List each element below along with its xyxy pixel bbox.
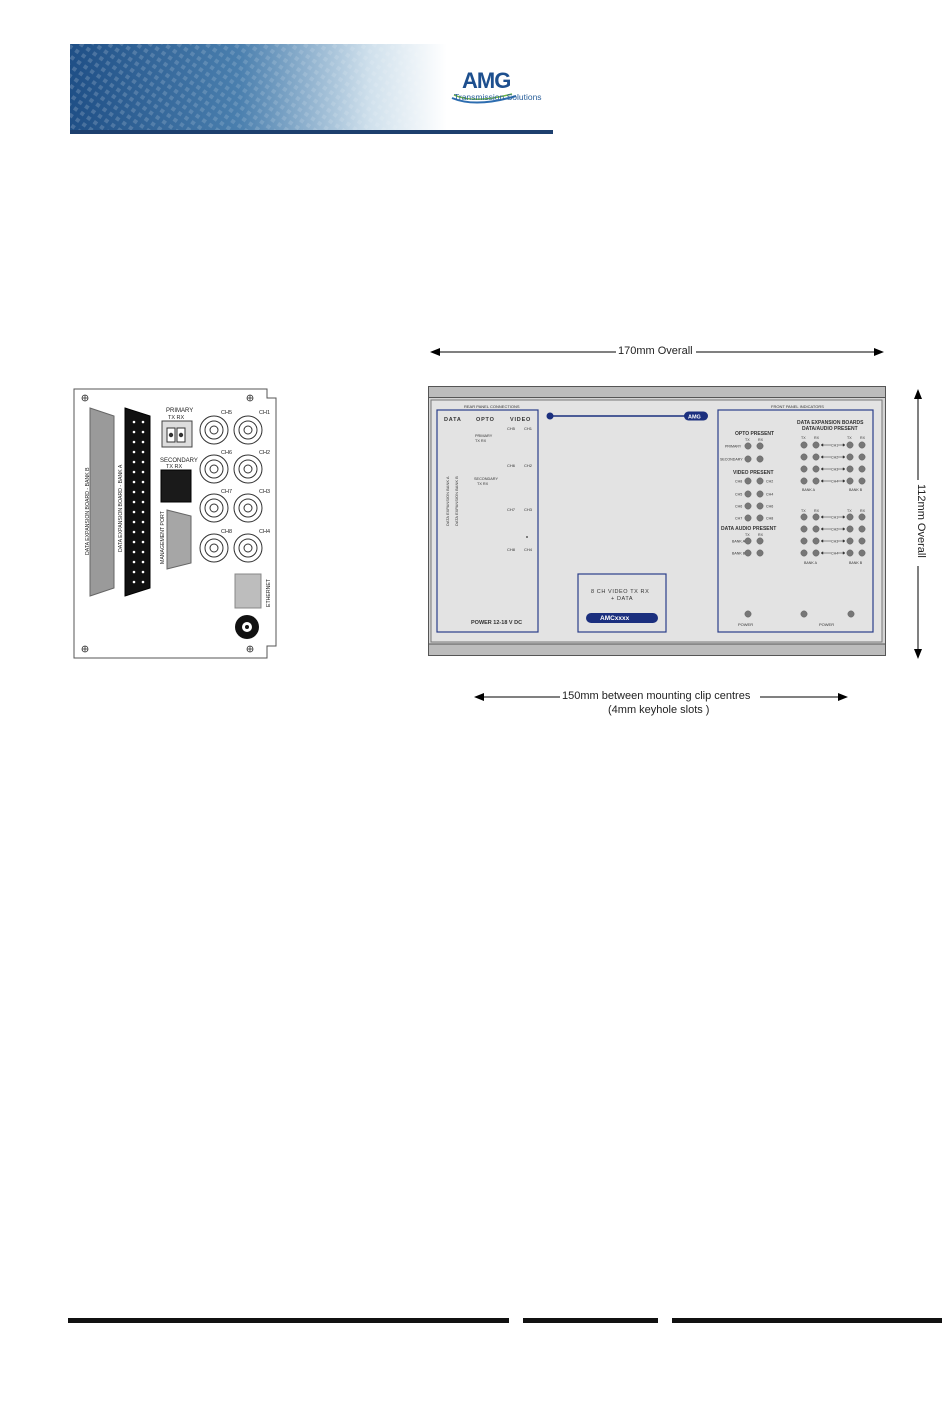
exp-boards-title-2: DATA/AUDIO PRESENT: [802, 426, 858, 432]
power-input-label: POWER 12-18 V DC: [471, 620, 523, 626]
vp-left-1: CH8: [735, 479, 743, 484]
secondary-txrx: TX RX: [166, 464, 183, 470]
dap-rx: RX: [758, 533, 763, 537]
video-ch2: CH2: [524, 463, 533, 468]
ch7-label: CH7: [221, 489, 233, 495]
exp-boards-title-1: DATA EXPANSION BOARDS: [797, 420, 864, 426]
amg-logo: [446, 68, 546, 108]
exp2-a-tx: TX: [801, 509, 806, 513]
management-port: [167, 510, 191, 569]
exp2-b-tx: TX: [847, 509, 852, 513]
ch4-label: CH4: [259, 529, 271, 535]
front-panel-diagram: [428, 386, 886, 656]
footer-rule-middle: [523, 1318, 658, 1323]
col-data-label: DATA: [444, 417, 462, 423]
exp-ch2: CH2: [831, 455, 839, 460]
vp-right-3: CH6: [766, 504, 774, 509]
exp2-ch2: CH2: [831, 527, 839, 532]
width-label: 170mm Overall: [618, 345, 693, 357]
opto-secondary-label: SECONDARY: [474, 477, 498, 481]
vp-left-3: CH6: [735, 504, 743, 509]
secondary-opto-connector: [161, 470, 191, 502]
rear-panel-diagram: [73, 388, 285, 660]
bank-b-label: DATA EXPANSION BOARD - BANK B: [85, 467, 91, 555]
ind-rx: RX: [758, 438, 763, 442]
exp-ch4: CH4: [831, 479, 839, 484]
product-line-1: 8 CH VIDEO TX RX: [591, 589, 650, 595]
exp2-ch4: CH4: [831, 551, 839, 556]
col-video-label: VIDEO: [510, 417, 532, 423]
height-label: 112mm Overall: [915, 484, 927, 558]
video-ch7: CH7: [507, 507, 516, 512]
vp-right-1: CH2: [766, 479, 774, 484]
logo-tagline: Transmission Solutions: [454, 92, 542, 102]
exp-b-rx: RX: [860, 436, 865, 440]
bank-a-label: DATA EXPANSION BOARD - BANK A: [118, 464, 124, 552]
clip-dimension: [472, 688, 850, 722]
width-dimension: [428, 342, 886, 362]
logo-text: AMG: [462, 68, 511, 93]
ind-tx: TX: [745, 438, 750, 442]
exp-ch3: CH3: [831, 467, 839, 472]
exp-a-tx: TX: [801, 436, 806, 440]
dap-tx: TX: [745, 533, 750, 537]
exp-b-tx: TX: [847, 436, 852, 440]
exp-a-rx: RX: [814, 436, 819, 440]
footer-rule-left: [68, 1318, 509, 1323]
ch1-label: CH1: [259, 410, 271, 416]
bank-a-connector: [125, 408, 150, 596]
dap-bank-a: BANK A: [732, 539, 745, 544]
opto-primary-txrx: TX RX: [475, 439, 487, 443]
video-present-label: VIDEO PRESENT: [733, 470, 774, 476]
mgmt-port-label: MANAGEMENT PORT: [160, 511, 166, 564]
ind-secondary: SECONDARY: [720, 457, 743, 462]
ch2-label: CH2: [259, 450, 271, 456]
opto-secondary-txrx: TX RX: [477, 482, 489, 486]
power-led-right-label: POWER: [819, 622, 835, 627]
product-line-2: + DATA: [611, 596, 634, 602]
ch8-label: CH8: [221, 529, 233, 535]
keyhole-label: (4mm keyhole slots ): [608, 704, 710, 716]
secondary-label: SECONDARY: [160, 458, 198, 464]
exp2-ch1: CH1: [831, 515, 839, 520]
exp-ch1: CH1: [831, 443, 839, 448]
ethernet-port: [235, 574, 261, 608]
model-text: AMCxxxx: [600, 615, 630, 622]
ind-primary: PRIMARY: [725, 444, 742, 449]
product-label-box: [578, 574, 666, 632]
bank-b-connector: [90, 408, 114, 596]
ethernet-label: ETHERNET: [266, 579, 272, 607]
exp2-a-rx: RX: [814, 509, 819, 513]
video-ch4: CH4: [524, 547, 533, 552]
indicators-title: FRONT PANEL INDICATORS: [771, 404, 824, 409]
video-ch3: CH3: [524, 507, 533, 512]
brand-tag-text: AMG: [688, 414, 701, 421]
vp-right-2: CH4: [766, 492, 774, 497]
height-dimension: [908, 388, 928, 660]
primary-txrx: TX RX: [168, 415, 185, 421]
video-ch1: CH1: [524, 426, 533, 431]
exp-bank-a-top: BANK A: [802, 488, 815, 492]
data-audio-present-label: DATA AUDIO PRESENT: [721, 526, 777, 532]
exp-bank-a-bottom: BANK A: [804, 561, 817, 565]
opto-present-label: OPTO PRESENT: [735, 431, 775, 437]
dap-bank-b: BANK B: [732, 551, 746, 556]
video-ch5: CH5: [507, 426, 516, 431]
video-ch8: CH8: [507, 547, 516, 552]
exp2-ch3: CH3: [831, 539, 839, 544]
vp-right-4: CH8: [766, 516, 774, 521]
exp-bank-b-bottom: BANK B: [849, 561, 863, 565]
rear-connections-title: REAR PANEL CONNECTIONS: [464, 404, 520, 409]
clip-label: 150mm between mounting clip centres: [562, 690, 751, 702]
power-led-left-label: POWER: [738, 622, 754, 627]
opto-primary-label: PRIMARY: [475, 434, 493, 438]
ch3-label: CH3: [259, 489, 271, 495]
ch5-label: CH5: [221, 410, 233, 416]
exp-bank-b-label: DATA EXPANSION BANK B: [454, 476, 459, 526]
rear-connections-box: [437, 410, 538, 632]
ch6-label: CH6: [221, 450, 233, 456]
video-ch6: CH6: [507, 463, 516, 468]
exp-bank-a-label: DATA EXPANSION BANK A: [445, 476, 450, 526]
exp2-b-rx: RX: [860, 509, 865, 513]
footer-rule-right: [672, 1318, 942, 1323]
exp-bank-b-top: BANK B: [849, 488, 863, 492]
primary-label: PRIMARY: [166, 408, 194, 414]
vp-left-2: CH5: [735, 492, 743, 497]
col-opto-label: OPTO: [476, 417, 495, 423]
vp-left-4: CH7: [735, 516, 743, 521]
